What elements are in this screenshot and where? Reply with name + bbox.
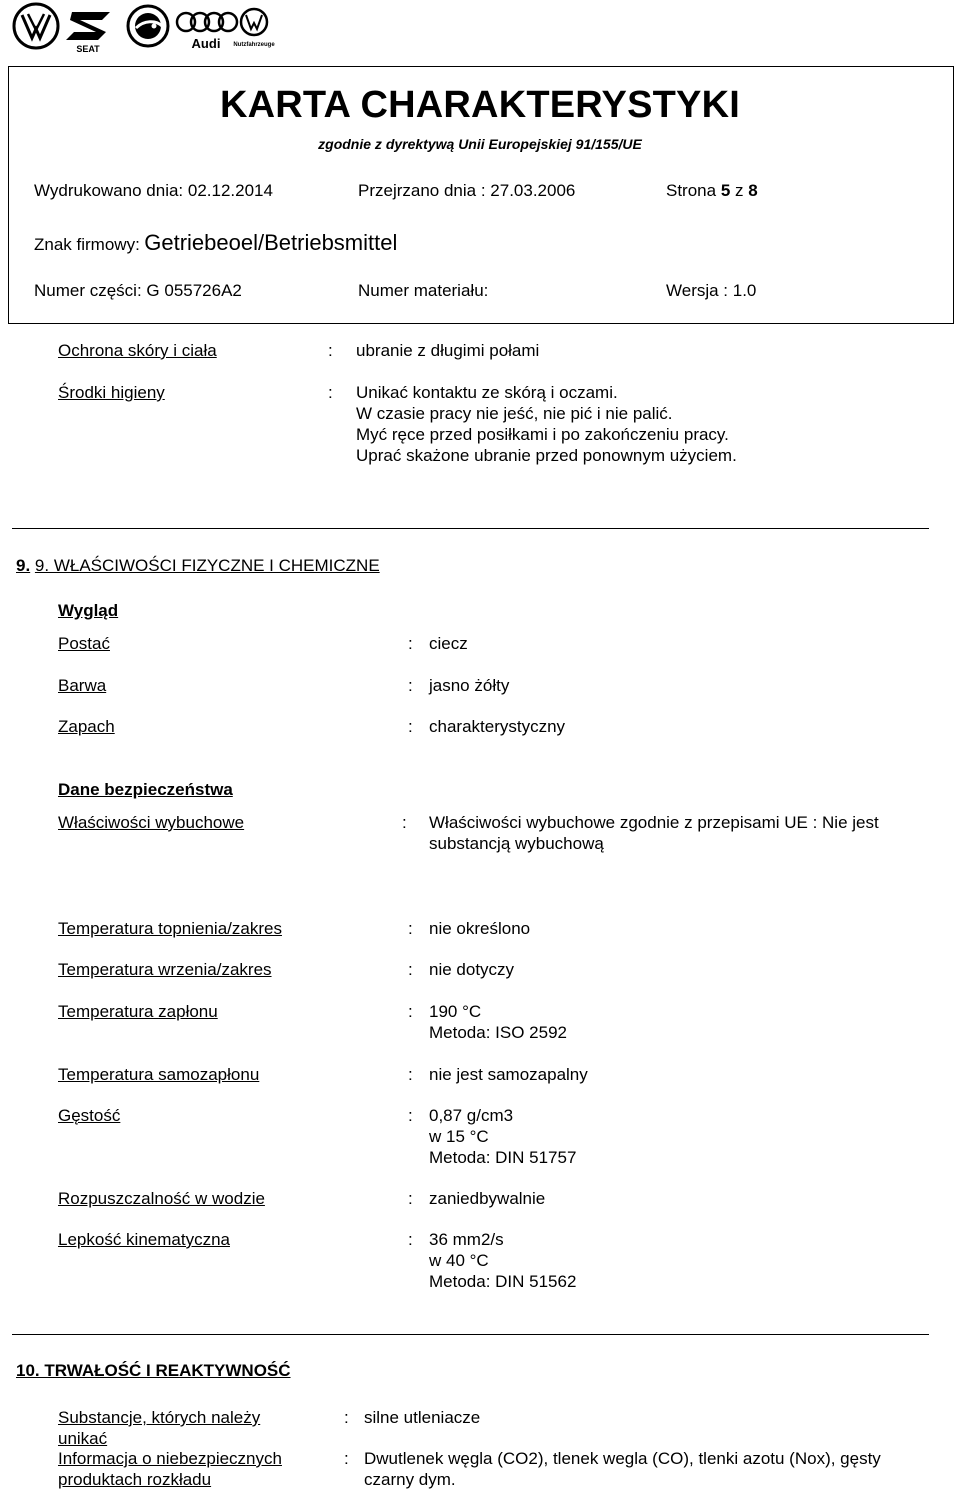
page-sep: z — [735, 181, 744, 200]
vw-commercial-logo-icon — [233, 9, 275, 48]
colon: : — [344, 1449, 349, 1468]
colon: : — [408, 1189, 413, 1208]
water-solubility-label: Rozpuszczalność w wodzie — [58, 1189, 265, 1208]
boiling-point-label: Temperatura wrzenia/zakres — [58, 960, 272, 979]
appearance-heading: Wygląd — [58, 601, 119, 620]
flash-point-label: Temperatura zapłonu — [58, 1002, 218, 1021]
section-10-title: 10. TRWAŁOŚĆ I REAKTYWNOŚĆ — [16, 1361, 291, 1380]
nutzfahrzeuge-wordmark: Nutzfahrzeuge — [233, 42, 275, 48]
explosive-line: substancją wybuchową — [429, 834, 604, 853]
density-line: w 15 °C — [429, 1127, 489, 1146]
decomposition-line: czarny dym. — [364, 1470, 456, 1489]
odor-value: charakterystyczny — [429, 717, 566, 736]
material-number-label: Numer materiału: — [358, 281, 489, 300]
page-total: 8 — [748, 181, 758, 200]
hygiene-label: Środki higieny — [58, 383, 165, 402]
kinematic-viscosity-line: 36 mm2/s — [429, 1230, 504, 1249]
melting-point-value: nie określono — [429, 919, 531, 938]
hygiene-values — [356, 382, 737, 466]
decomposition-values — [364, 1448, 881, 1490]
reviewed-date: Przejrzano dnia : 27.03.2006 — [358, 181, 576, 200]
hygiene-line: Myć ręce przed posiłkami i po zakończeniu pracy. — [356, 425, 729, 444]
page-current: 5 — [720, 181, 731, 200]
colon: : — [408, 1065, 413, 1084]
colon: : — [344, 1408, 349, 1427]
odor-label: Zapach — [58, 717, 115, 736]
density-label: Gęstość — [58, 1106, 121, 1125]
seat-wordmark: SEAT — [76, 44, 100, 54]
colon: : — [328, 383, 333, 402]
form-label: Postać — [58, 634, 110, 653]
document-subtitle: zgodnie z dyrektywą Unii Europejskiej 91/155/UE — [318, 136, 642, 152]
section-divider — [12, 528, 929, 529]
kinematic-viscosity-label: Lepkość kinematyczna — [58, 1230, 230, 1249]
colon: : — [402, 813, 407, 832]
trade-name-label: Znak firmowy: — [34, 235, 140, 254]
colon: : — [328, 341, 333, 360]
incompatible-label — [58, 1407, 260, 1449]
section-9-title — [16, 556, 380, 576]
skoda-logo-icon — [128, 6, 168, 46]
hygiene-line: Uprać skażone ubranie przed ponownym użyciem. — [356, 446, 737, 465]
boiling-point-value: nie dotyczy — [429, 960, 515, 979]
printed-date: Wydrukowano dnia: 02.12.2014 — [34, 181, 273, 200]
audi-wordmark: Audi — [191, 36, 221, 51]
kinematic-viscosity-values — [429, 1229, 576, 1292]
section-9-number: 9. — [16, 556, 31, 575]
page-prefix: Strona — [666, 181, 717, 200]
explosive-label: Właściwości wybuchowe — [58, 813, 245, 832]
seat-logo-icon — [66, 12, 110, 54]
page-indicator — [666, 181, 758, 201]
colon: : — [408, 1002, 413, 1021]
decomposition-label — [58, 1448, 282, 1490]
incompatible-label-line: Substancje, których należy — [58, 1408, 261, 1427]
flash-point-line: Metoda: ISO 2592 — [429, 1023, 567, 1042]
vw-logo-icon — [14, 4, 58, 48]
hygiene-line: Unikać kontaktu ze skórą i oczami. — [356, 383, 618, 402]
colon: : — [408, 634, 413, 653]
trade-name-row — [34, 230, 397, 256]
autoignition-label: Temperatura samozapłonu — [58, 1065, 260, 1084]
incompatible-value: silne utleniacze — [364, 1408, 481, 1427]
kinematic-viscosity-line: Metoda: DIN 51562 — [429, 1272, 577, 1291]
density-values — [429, 1105, 576, 1168]
version: Wersja : 1.0 — [666, 281, 757, 300]
part-number-value: G 055726A2 — [146, 281, 242, 300]
brand-logos — [10, 2, 275, 54]
explosive-values — [429, 812, 879, 854]
section-divider — [12, 1334, 929, 1335]
part-number-label: Numer części: — [34, 281, 142, 300]
skin-protection-value: ubranie z długimi połami — [356, 341, 540, 360]
audi-logo-icon — [177, 13, 237, 51]
colon: : — [408, 1230, 413, 1249]
incompatible-label-line: unikać — [58, 1429, 108, 1448]
section-9-heading: 9. WŁAŚCIWOŚCI FIZYCZNE I CHEMICZNE — [34, 556, 380, 575]
melting-point-label: Temperatura topnienia/zakres — [58, 919, 282, 938]
flash-point-values — [429, 1001, 567, 1043]
trade-name-value: Getriebeoel/Betriebsmittel — [144, 230, 398, 255]
explosive-line: Właściwości wybuchowe zgodnie z przepisami UE : Nie jest — [429, 813, 879, 832]
density-line: 0,87 g/cm3 — [429, 1106, 514, 1125]
kinematic-viscosity-line: w 40 °C — [429, 1251, 489, 1270]
colon: : — [408, 676, 413, 695]
safety-data-heading: Dane bezpieczeństwa — [58, 780, 233, 799]
water-solubility-value: zaniedbywalnie — [429, 1189, 546, 1208]
autoignition-value: nie jest samozapalny — [429, 1065, 588, 1084]
decomposition-line: Dwutlenek węgla (CO2), tlenek wegla (CO), tlenki azotu (Nox), gęsty — [364, 1449, 881, 1468]
color-label: Barwa — [58, 676, 107, 695]
flash-point-line: 190 °C — [429, 1002, 482, 1021]
colon: : — [408, 919, 413, 938]
part-number — [34, 281, 242, 301]
color-value: jasno żółty — [429, 676, 510, 695]
hygiene-line: W czasie pracy nie jeść, nie pić i nie palić. — [356, 404, 673, 423]
decomposition-label-line: produktach rozkładu — [58, 1470, 212, 1489]
colon: : — [408, 960, 413, 979]
form-value: ciecz — [429, 634, 468, 653]
document-title: KARTA CHARAKTERYSTYKI — [219, 84, 740, 126]
colon: : — [408, 717, 413, 736]
decomposition-label-line: Informacja o niebezpiecznych — [58, 1449, 282, 1468]
skin-protection-label: Ochrona skóry i ciała — [58, 341, 217, 360]
density-line: Metoda: DIN 51757 — [429, 1148, 577, 1167]
colon: : — [408, 1106, 413, 1125]
